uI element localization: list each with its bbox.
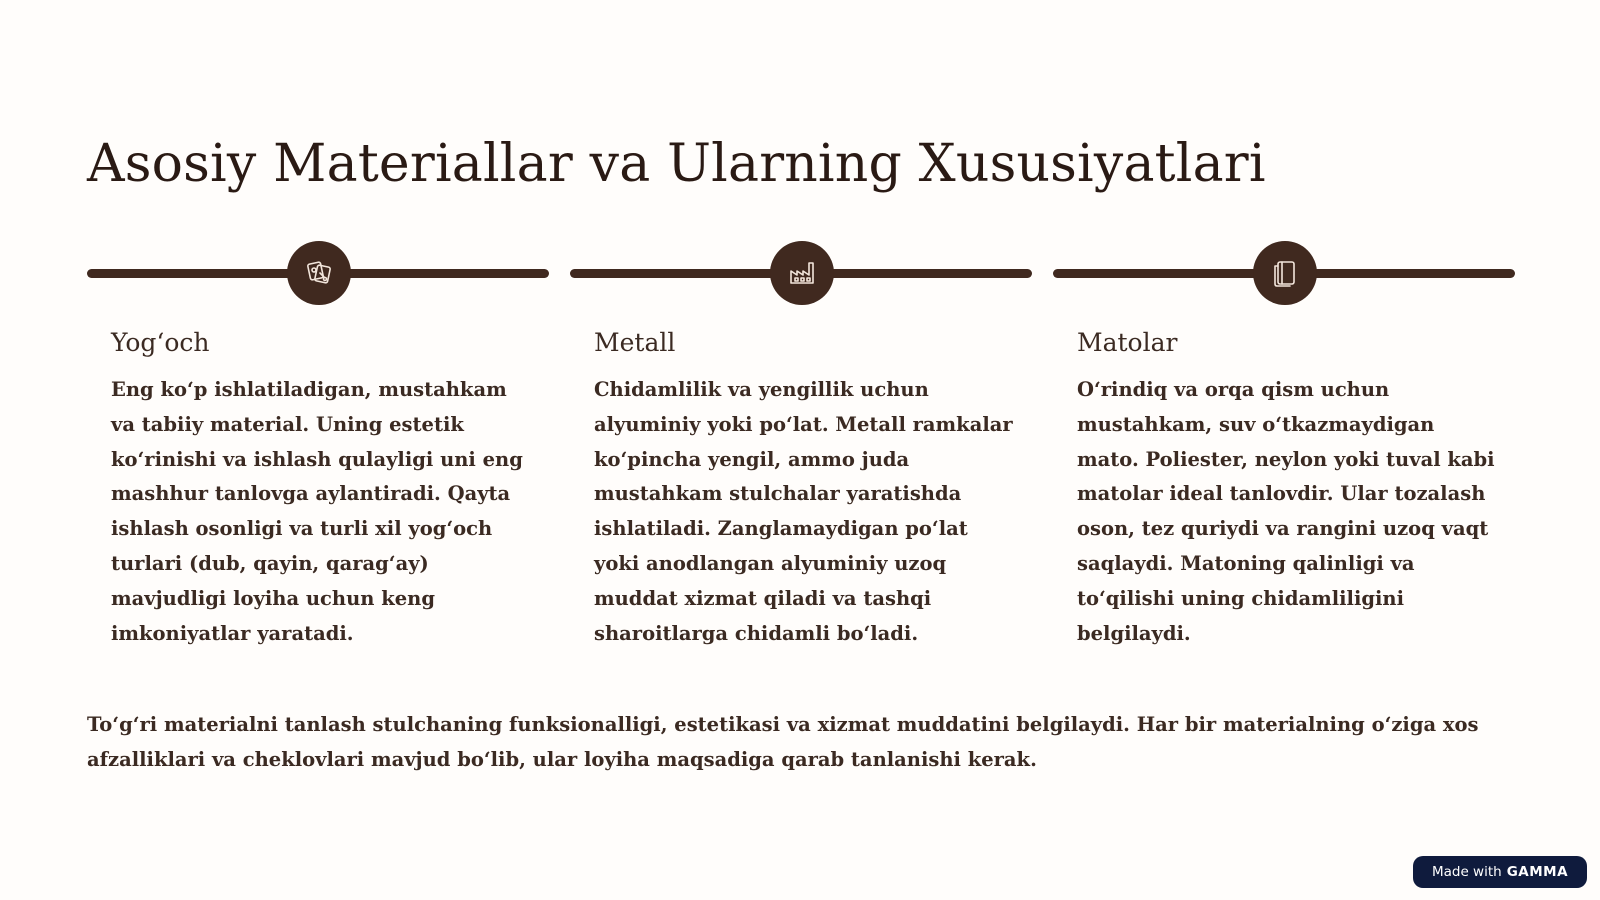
column-heading: Matolar: [1077, 328, 1178, 357]
timeline-node: [770, 241, 834, 305]
badge-prefix: Made with: [1431, 864, 1502, 880]
column-text: Chidamlilik va yengillik uchun alyuminiy yoki po‘lat. Metall ramkalar ko‘pincha yengil, ammo juda mustahkam stulchalar yaratishda ishlatiladi. Zanglamaydigan po‘lat yoki anodlangan alyuminiy uzoq muddat xizmat qiladi va tashqi sharoitlarga chidamli bo‘ladi.: [594, 378, 1013, 645]
material-column-wood: [87, 235, 549, 665]
column-heading: Yog‘och: [111, 328, 210, 357]
wood-pieces-icon: [304, 258, 334, 288]
slide-title: Asosiy Materiallar va Ularning Xususiyatlari: [87, 134, 1266, 194]
timeline-node: [287, 241, 351, 305]
fabric-roll-icon: [1270, 258, 1300, 288]
material-column-metal: [570, 235, 1032, 665]
made-with-gamma-badge[interactable]: [1413, 856, 1587, 888]
factory-icon: [787, 258, 817, 288]
column-text: Eng ko‘p ishlatiladigan, mustahkam va tabiiy material. Uning estetik ko‘rinishi va ishlash qulayligi uni eng mashhur tanlovga aylantiradi. Qayta ishlash osonligi va turli xil yog‘och turlari (dub, qayin, qarag‘ay) mavjudligi loyiha uchun keng imkoniyatlar yaratadi.: [111, 378, 523, 645]
summary-text: To‘g‘ri materialni tanlash stulchaning funksionalligi, estetikasi va xizmat muddatini belgilaydi. Har bir materialning o‘ziga xos afzalliklari va cheklovlari mavjud bo‘lib, ular loyiha maqsadiga qarab tanlanishi kerak.: [87, 713, 1479, 771]
timeline-node: [1253, 241, 1317, 305]
material-column-fabric: [1053, 235, 1515, 665]
column-text: O‘rindiq va orqa qism uchun mustahkam, suv o‘tkazmaydigan mato. Poliester, neylon yoki tuval kabi matolar ideal tanlovdir. Ular tozalash oson, tez quriydi va rangini uzoq vaqt saqlaydi. Matoning qalinligi va to‘qilishi uning chidamliligini belgilaydi.: [1077, 378, 1495, 645]
column-heading: Metall: [594, 328, 676, 357]
badge-brand-logo: GAMMA: [1506, 864, 1569, 880]
